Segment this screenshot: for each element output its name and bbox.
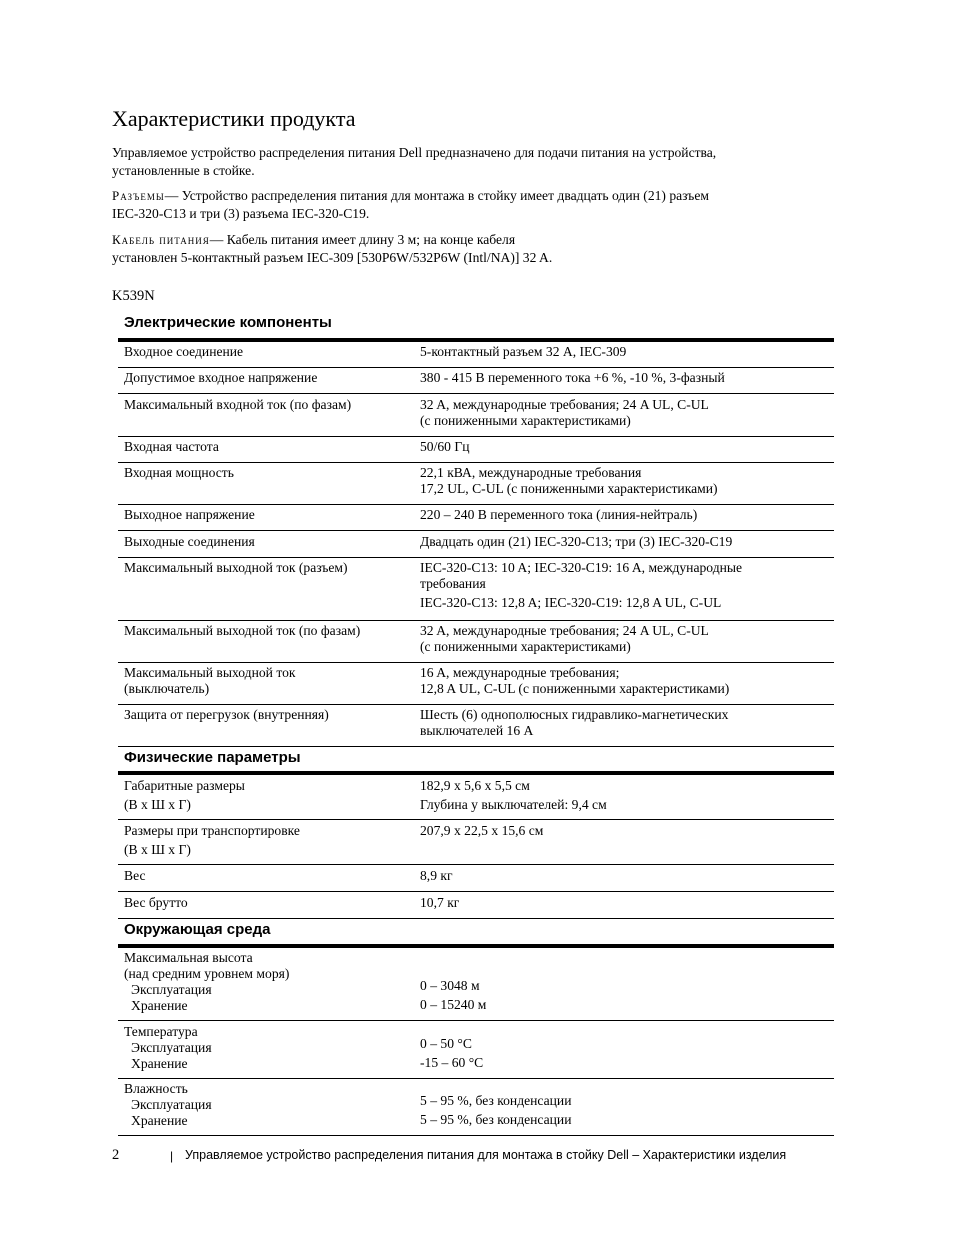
row-value-physical-2-0: 8,9 кг	[420, 868, 453, 883]
row-label-physical-3-0: Вес брутто	[124, 895, 188, 910]
row-label-physical-1-0: Размеры при транспортировке	[124, 823, 300, 838]
row-label-environment-1-2: Хранение	[131, 1056, 188, 1071]
page-title: Характеристики продукта	[112, 106, 356, 131]
model-number: K539N	[112, 288, 155, 304]
row-value-environment-1-0: 0 – 50 °C	[420, 1036, 472, 1051]
row-label-environment-1-1: Эксплуатация	[131, 1040, 212, 1055]
section-rule-electrical	[118, 338, 834, 342]
row-value-electrical-4-1: 17,2 UL, C-UL (с пониженными характеристиками)	[420, 481, 718, 496]
page-number: 2	[112, 1147, 120, 1163]
row-value-electrical-8-1: (с пониженными характеристиками)	[420, 639, 631, 654]
row-label-electrical-10-0: Защита от перегрузок (внутренняя)	[124, 707, 329, 722]
row-label-electrical-7-0: Максимальный выходной ток (разъем)	[124, 560, 348, 575]
row-label-electrical-0-0: Входное соединение	[124, 344, 244, 359]
row-label-electrical-6-0: Выходные соединения	[124, 534, 255, 549]
row-value-electrical-6-0: Двадцать один (21) IEC-320-C13; три (3) IEC-320-C19	[420, 534, 733, 549]
row-divider-electrical-1	[118, 393, 834, 394]
row-divider-electrical-4	[118, 504, 834, 505]
row-label-physical-2-0: Вес	[124, 868, 146, 883]
row-divider-physical-1	[118, 864, 834, 865]
row-value-physical-1-0: 207,9 x 22,5 x 15,6 см	[420, 823, 544, 838]
row-value-electrical-5-0: 220 – 240 В переменного тока (линия-нейтраль)	[420, 507, 698, 522]
row-value-electrical-8-0: 32 A, международные требования; 24 A UL, C-UL	[420, 623, 709, 638]
row-label-environment-0-0: Максимальная высота	[124, 950, 253, 965]
row-value-electrical-1-0: 380 - 415 В переменного тока +6 %, -10 %, 3-фазный	[420, 370, 725, 385]
section-title-physical: Физические параметры	[124, 749, 301, 766]
footer-separator: |	[170, 1149, 174, 1163]
row-value-electrical-9-0: 16 A, международные требования;	[420, 665, 620, 680]
row-label-electrical-4-0: Входная мощность	[124, 465, 234, 480]
row-divider-physical-2	[118, 891, 834, 892]
row-label-environment-0-2: Эксплуатация	[131, 982, 212, 997]
row-value-environment-2-0: 5 – 95 %, без конденсации	[420, 1093, 572, 1108]
row-label-environment-2-0: Влажность	[124, 1081, 188, 1096]
row-divider-environment-2	[118, 1135, 834, 1136]
row-value-physical-0-0: 182,9 x 5,6 x 5,5 см	[420, 778, 530, 793]
row-value-electrical-0-0: 5-контактный разъем 32 A, IEC-309	[420, 344, 627, 359]
row-value-electrical-10-1: выключателей 16 A	[420, 723, 534, 738]
power-cable-text-2: установлен 5-контактный разъем IEC-309 [530P6W/532P6W (Intl/NA)] 32 A.	[112, 250, 553, 265]
row-value-electrical-7-2: IEC-320-C13: 12,8 A; IEC-320-C19: 12,8 A UL, C-UL	[420, 595, 722, 610]
row-value-environment-1-1: -15 – 60 °C	[420, 1055, 484, 1070]
connectors-paragraph	[112, 187, 832, 223]
row-label-electrical-9-0: Максимальный выходной ток	[124, 665, 296, 680]
row-label-environment-0-1: (над средним уровнем моря)	[124, 966, 290, 981]
row-value-electrical-4-0: 22,1 кВА, международные требования	[420, 465, 642, 480]
row-divider-electrical-9	[118, 704, 834, 705]
row-value-environment-2-1: 5 – 95 %, без конденсации	[420, 1112, 572, 1127]
row-label-electrical-1-0: Допустимое входное напряжение	[124, 370, 318, 385]
intro-line-1: Управляемое устройство распределения питания Dell предназначено для подачи питания на устройства,	[112, 145, 717, 160]
row-value-electrical-2-0: 32 A, международные требования; 24 A UL, C-UL	[420, 397, 709, 412]
row-label-environment-2-1: Эксплуатация	[131, 1097, 212, 1112]
row-value-electrical-2-1: (с пониженными характеристиками)	[420, 413, 631, 428]
row-divider-electrical-10	[118, 746, 834, 747]
section-title-environment: Окружающая среда	[124, 921, 271, 938]
row-divider-electrical-7	[118, 620, 834, 621]
row-value-electrical-7-1: требования	[420, 576, 486, 591]
row-divider-electrical-2	[118, 436, 834, 437]
row-value-physical-3-0: 10,7 кг	[420, 895, 460, 910]
row-divider-physical-0	[118, 819, 834, 820]
row-label-electrical-9-1: (выключатель)	[124, 681, 210, 696]
connectors-label: Разъемы	[112, 188, 165, 203]
row-value-electrical-9-1: 12,8 A UL, C-UL (с пониженными характеристиками)	[420, 681, 730, 696]
section-title-electrical: Электрические компоненты	[124, 314, 332, 331]
row-divider-electrical-6	[118, 557, 834, 558]
row-label-electrical-2-0: Максимальный входной ток (по фазам)	[124, 397, 352, 412]
row-value-environment-0-1: 0 – 15240 м	[420, 997, 487, 1012]
connectors-text-1: — Устройство распределения питания для монтажа в стойку имеет двадцать один (21) разъем	[164, 188, 709, 203]
footer-text: Управляемое устройство распределения питания для монтажа в стойку Dell – Характеристики изделия	[185, 1148, 787, 1162]
row-label-electrical-5-0: Выходное напряжение	[124, 507, 255, 522]
row-divider-electrical-8	[118, 662, 834, 663]
row-label-environment-0-3: Хранение	[131, 998, 188, 1013]
row-label-environment-2-2: Хранение	[131, 1113, 188, 1128]
row-divider-physical-3	[118, 918, 834, 919]
row-value-physical-0-1: Глубина у выключателей: 9,4 см	[420, 797, 607, 812]
row-label-physical-1-1: (В x Ш x Г)	[124, 842, 191, 857]
intro-paragraph	[112, 144, 832, 180]
connectors-text-2: IEC-320-C13 и три (3) разъема IEC-320-C19.	[112, 206, 370, 221]
row-value-electrical-10-0: Шесть (6) однополюсных гидравлико-магнетических	[420, 707, 729, 722]
row-divider-electrical-0	[118, 367, 834, 368]
row-divider-electrical-3	[118, 462, 834, 463]
power-cable-label: Кабель питания	[112, 232, 210, 247]
section-rule-environment	[118, 944, 834, 948]
row-divider-electrical-5	[118, 530, 834, 531]
intro-line-2: установленные в стойке.	[112, 163, 255, 178]
row-label-electrical-3-0: Входная частота	[124, 439, 219, 454]
row-value-electrical-7-0: IEC-320-C13: 10 A; IEC-320-C19: 16 A, международные	[420, 560, 743, 575]
section-rule-physical	[118, 771, 834, 775]
row-label-electrical-8-0: Максимальный выходной ток (по фазам)	[124, 623, 361, 638]
power-cable-text-1: — Кабель питания имеет длину 3 м; на конце кабеля	[209, 232, 516, 247]
row-label-physical-0-0: Габаритные размеры	[124, 778, 245, 793]
row-value-electrical-3-0: 50/60 Гц	[420, 439, 470, 454]
row-value-environment-0-0: 0 – 3048 м	[420, 978, 480, 993]
row-divider-environment-0	[118, 1020, 834, 1021]
row-label-physical-0-1: (В x Ш x Г)	[124, 797, 191, 812]
power-cable-paragraph	[112, 231, 832, 267]
row-divider-environment-1	[118, 1078, 834, 1079]
row-label-environment-1-0: Температура	[124, 1024, 198, 1039]
